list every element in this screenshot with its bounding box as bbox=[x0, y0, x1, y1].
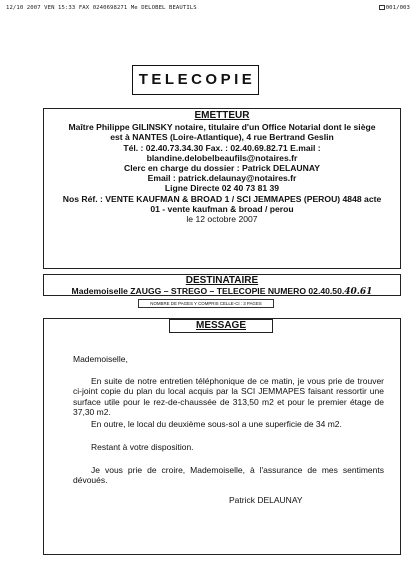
sender-date: le 12 octobre 2007 bbox=[186, 214, 258, 225]
recipient-heading: DESTINATAIRE bbox=[185, 275, 259, 286]
sender-clerk: Clerc en charge du dossier : Patrick DELAUNAY bbox=[124, 163, 320, 174]
sender-line: est à NANTES (Loire-Atlantique), 4 rue Bertrand Geslin bbox=[110, 132, 334, 143]
fax-header-info: 12/10 2007 VEN 15:33 FAX 0240698271 Me DELOBEL BEAUTILS bbox=[6, 5, 197, 11]
message-paragraph: Je vous prie de croire, Mademoiselle, à l'assurance de mes sentiments dévoués. bbox=[73, 465, 384, 486]
checkbox-icon bbox=[379, 5, 385, 10]
sender-direct-line: Ligne Directe 02 40 73 81 39 bbox=[164, 183, 280, 194]
fax-transmission-header bbox=[6, 3, 410, 13]
message-paragraph: En suite de notre entretien téléphonique de ce matin, je vous prie de trouver ci-joint copie du plan du local acquis par la SCI JEMMAPES faisant ressortir une surface utile pour le rez-de-chaussée de 313,50 m2 et pour le premier étage de 37,30 m2. bbox=[73, 376, 384, 418]
message-paragraph: Restant à votre disposition. bbox=[91, 442, 194, 452]
document-title: TELECOPIE bbox=[138, 71, 256, 88]
sender-section bbox=[43, 108, 401, 269]
sender-reference-cont: 01 - vente kaufman & broad / perou bbox=[150, 203, 294, 214]
recipient-handwritten-number: 40.61 bbox=[344, 287, 373, 297]
sender-reference: Nos Réf. : VENTE KAUFMAN & BROAD 1 / SCI JEMMAPES (PEROU) 4848 acte bbox=[62, 193, 382, 204]
signature: Patrick DELAUNAY bbox=[229, 495, 303, 505]
sender-clerk-email: Email : patrick.delaunay@notaires.fr bbox=[147, 173, 297, 184]
message-salutation: Mademoiselle, bbox=[73, 354, 128, 364]
page-count-note: NOMBRE DE PAGES Y COMPRIS CELLE-CI : 3 PAGES bbox=[138, 299, 274, 308]
document-title-box bbox=[132, 65, 259, 95]
message-heading-box bbox=[169, 319, 273, 333]
sender-line: Tél. : 02.40.73.34.30 Fax. : 02.40.69.82.71 E.mail : bbox=[123, 142, 321, 153]
sender-email: blandine.delobelbeaufils@notaires.fr bbox=[146, 152, 298, 163]
fax-page-counter: 001/003 bbox=[379, 5, 410, 11]
recipient-line bbox=[44, 286, 400, 297]
message-paragraph: En outre, le local du deuxième sous-sol a une superficie de 34 m2. bbox=[91, 419, 342, 429]
recipient-section bbox=[43, 274, 401, 296]
sender-heading: EMETTEUR bbox=[194, 110, 250, 121]
sender-line: Maître Philippe GILINSKY notaire, titulaire d'un Office Notarial dont le siège bbox=[68, 122, 376, 133]
message-heading: MESSAGE bbox=[195, 320, 246, 331]
message-section bbox=[43, 318, 401, 555]
recipient-text: Mademoiselle ZAUGG – STREGO – TELECOPIE NUMERO 02.40.50. bbox=[71, 286, 345, 296]
